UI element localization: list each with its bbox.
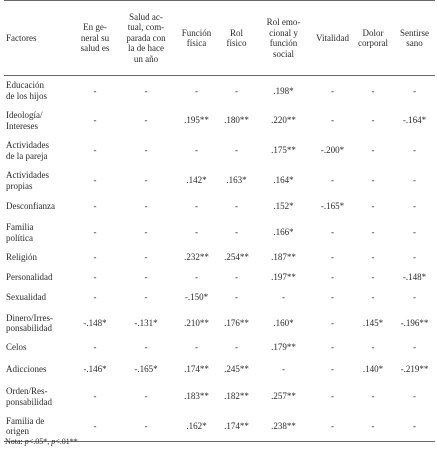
correlation-cell: -	[144, 252, 148, 263]
correlation-cell: -	[93, 227, 97, 238]
correlation-cell: -.146*	[83, 363, 107, 374]
correlation-cell: -	[195, 85, 198, 96]
correlation-cell: -	[93, 292, 97, 303]
correlation-cell: -	[331, 391, 334, 402]
correlation-cell: .176**	[224, 317, 249, 328]
correlation-cell: .195**	[184, 115, 209, 126]
correlation-cell: -	[282, 292, 285, 303]
correlation-cell: .232**	[184, 252, 209, 263]
correlation-cell: -	[331, 272, 334, 283]
factor-label: Educación de los hijos	[6, 80, 48, 101]
header-funcion-fisica: Función física	[181, 27, 212, 48]
correlation-cell: -.219**	[400, 363, 429, 374]
correlation-cell: -	[235, 145, 238, 156]
factor-label: Familia política	[6, 222, 34, 243]
factor-label: Sexualidad	[6, 292, 46, 303]
correlation-cell: -	[93, 252, 97, 263]
correlation-cell: -	[371, 421, 375, 431]
correlation-cell: .183**	[184, 391, 209, 402]
table-row	[4, 218, 435, 248]
correlation-cell: -.150*	[184, 292, 209, 303]
correlation-cell: -	[144, 391, 148, 402]
correlation-cell: .257**	[271, 391, 296, 402]
correlation-cell: -	[235, 292, 238, 303]
header-rol-emocional: Rol emo- cional y función social	[266, 17, 301, 59]
correlation-cell: -	[144, 272, 148, 283]
correlation-cell: -	[331, 363, 334, 374]
correlation-cell: -.148*	[83, 317, 107, 328]
factor-label: Actividades de la pareja	[6, 140, 49, 161]
correlation-cell: .162*	[186, 421, 207, 431]
correlation-cell: -	[144, 292, 148, 303]
correlation-cell: -	[371, 175, 375, 186]
correlation-cell: .182**	[224, 391, 249, 402]
correlation-cell: -	[195, 201, 198, 212]
correlation-cell: -	[371, 145, 375, 156]
correlation-cell: -.164*	[402, 115, 427, 126]
correlation-cell: -	[331, 252, 334, 263]
correlation-cell: .145*	[362, 317, 384, 328]
correlation-cell: -	[331, 85, 334, 96]
correlation-cell: -	[195, 145, 198, 156]
correlation-cell: -	[413, 85, 416, 96]
correlation-cell: -	[144, 201, 148, 212]
correlation-cell: -	[413, 391, 416, 402]
correlation-cell: -	[144, 342, 148, 353]
correlation-cell: -	[371, 292, 375, 303]
correlation-cell: -	[331, 115, 334, 126]
correlation-cell: -	[93, 421, 97, 431]
factor-label: Celos	[6, 342, 27, 353]
correlation-cell: -	[144, 175, 148, 186]
correlation-cell: -	[195, 342, 198, 353]
factor-label: Dinero/Irres- ponsabilidad	[6, 312, 53, 333]
correlation-cell: .160*	[273, 317, 294, 328]
correlation-cell: -	[413, 227, 416, 238]
note-threshold-1: <.05*,	[28, 437, 52, 446]
factor-label: Orden/Res- ponsabilidad	[6, 386, 52, 407]
header-vitalidad: Vitalidad	[316, 32, 349, 43]
correlation-cell: -	[331, 227, 334, 238]
table-row	[4, 106, 435, 136]
correlation-cell: -	[144, 145, 148, 156]
correlation-cell: -	[93, 201, 97, 212]
correlation-cell: .220**	[271, 115, 296, 126]
table-row	[4, 196, 435, 218]
table-row	[4, 268, 435, 288]
correlation-cell: -	[93, 115, 97, 126]
correlation-cell: -.165*	[320, 201, 345, 212]
correlation-cell: .254**	[224, 252, 249, 263]
correlation-cell: -	[371, 85, 375, 96]
correlation-cell: -.196**	[400, 317, 429, 328]
correlation-cell: -	[371, 391, 375, 402]
correlation-cell: -	[93, 85, 97, 96]
table-row	[4, 248, 435, 268]
table-row	[4, 357, 435, 382]
correlation-cell: .197**	[271, 272, 296, 283]
correlation-cell: .175**	[271, 145, 296, 156]
correlation-cell: -	[331, 342, 334, 353]
correlation-cell: .238**	[271, 421, 296, 431]
correlation-cell: .245**	[224, 363, 249, 374]
table-body	[4, 76, 435, 442]
correlation-cell: .166*	[273, 227, 294, 238]
correlation-cell: .164*	[273, 175, 294, 186]
correlation-cell: -	[195, 227, 198, 238]
correlation-cell: -	[144, 227, 148, 238]
correlation-cell: -	[371, 115, 375, 126]
correlation-cell: -	[331, 317, 334, 328]
correlation-cell: .198*	[273, 85, 294, 96]
factor-label: Adicciones	[6, 363, 47, 374]
correlation-cell: .140*	[362, 363, 384, 374]
table-row	[4, 308, 435, 339]
correlation-cell: .210**	[184, 317, 209, 328]
factor-label: Actividades propias	[6, 170, 49, 191]
correlation-cell: -	[413, 252, 416, 263]
header-salud-general: En ge- neral su salud es	[80, 22, 110, 54]
header-factores: Factores	[6, 32, 37, 43]
correlation-cell: -	[331, 292, 334, 303]
note-threshold-2: <.01**	[55, 437, 78, 446]
correlation-cell: .142*	[186, 175, 207, 186]
correlation-cell: -	[413, 421, 416, 431]
correlation-cell: .152*	[273, 201, 294, 212]
table-row	[4, 382, 435, 412]
correlation-table	[4, 0, 435, 442]
correlation-cell: -	[235, 201, 238, 212]
correlation-cell: -	[413, 175, 416, 186]
correlation-cell: -	[93, 272, 97, 283]
correlation-cell: -	[371, 252, 375, 263]
table-row	[4, 136, 435, 166]
note-p-symbol: p	[51, 437, 56, 446]
correlation-cell: -.200*	[320, 145, 345, 156]
correlation-cell: -	[93, 391, 97, 402]
correlation-cell: -	[331, 421, 334, 431]
factor-label: Personalidad	[6, 272, 53, 283]
correlation-cell: -	[144, 421, 148, 431]
correlation-cell: .174**	[184, 363, 209, 374]
header-row	[4, 1, 435, 76]
correlation-cell: -	[93, 342, 97, 353]
correlation-cell: -	[235, 227, 238, 238]
correlation-cell: -.131*	[134, 317, 158, 328]
correlation-cell: -	[371, 201, 375, 212]
correlation-cell: -	[413, 292, 416, 303]
correlation-cell: -	[93, 145, 97, 156]
correlation-cell: -	[331, 175, 334, 186]
correlation-cell: .163*	[226, 175, 247, 186]
correlation-cell: -	[413, 145, 416, 156]
correlation-cell: -.165*	[134, 363, 158, 374]
table-row	[4, 288, 435, 308]
correlation-cell: .179**	[271, 342, 296, 353]
correlation-cell: -	[282, 363, 285, 374]
table-row	[4, 76, 435, 106]
correlation-cell: .187**	[271, 252, 296, 263]
note-p-symbol: p	[24, 437, 29, 446]
factor-label: Religión	[6, 252, 37, 263]
factor-label: Ideología/ Intereses	[6, 110, 43, 131]
correlation-cell: -	[235, 85, 238, 96]
correlation-cell: -	[144, 115, 148, 126]
correlation-cell: -.148*	[402, 272, 427, 283]
factor-label: Desconfianza	[6, 201, 55, 212]
header-rol-fisico: Rol físico	[226, 27, 247, 48]
table-row	[4, 166, 435, 196]
correlation-cell: -	[371, 272, 375, 283]
correlation-cell: -	[235, 342, 238, 353]
correlation-cell: .180**	[224, 115, 249, 126]
table-row	[4, 339, 435, 357]
correlation-cell: -	[93, 175, 97, 186]
header-sentirse-sano: Sentirse sano	[400, 27, 429, 48]
correlation-cell: -	[195, 272, 198, 283]
correlation-cell: -	[371, 342, 375, 353]
factor-label: Familia de origen	[6, 415, 45, 437]
note-prefix: Nota:	[5, 437, 25, 446]
correlation-cell: -	[371, 227, 375, 238]
correlation-cell: -	[235, 272, 238, 283]
correlation-cell: -	[413, 342, 416, 353]
correlation-cell: .174**	[224, 421, 249, 431]
correlation-cell: -	[413, 201, 416, 212]
header-dolor-corporal: Dolor corporal	[358, 27, 388, 48]
table-note	[5, 437, 78, 446]
correlation-cell: -	[144, 85, 148, 96]
header-salud-actual: Salud ac- tual, com- parada con la de hace un año	[126, 11, 166, 64]
